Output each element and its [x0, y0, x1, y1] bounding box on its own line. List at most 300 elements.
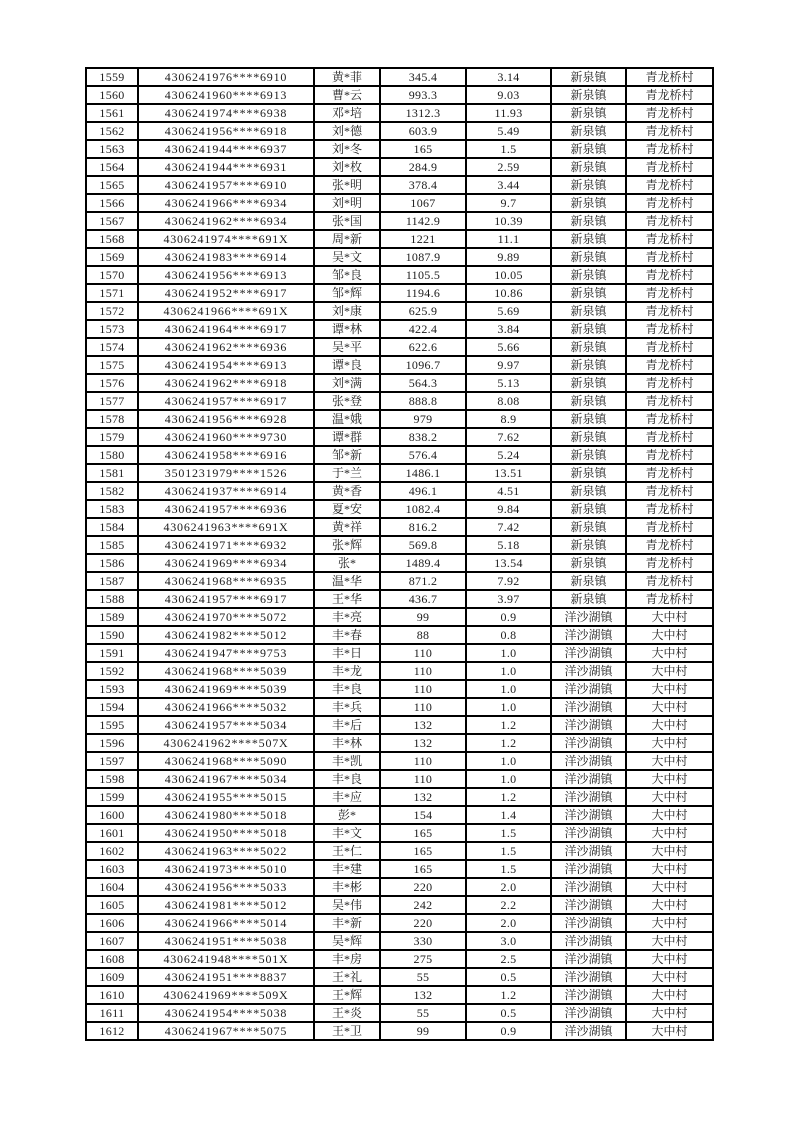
town-cell: 洋沙湖镇	[551, 968, 626, 986]
village-cell: 青龙桥村	[626, 464, 713, 482]
name-cell: 张*国	[314, 212, 380, 230]
amount-cell: 55	[380, 968, 466, 986]
name-cell: 张*登	[314, 392, 380, 410]
village-cell: 青龙桥村	[626, 338, 713, 356]
town-cell: 新泉镇	[551, 68, 626, 86]
village-cell: 青龙桥村	[626, 392, 713, 410]
name-cell: 于*兰	[314, 464, 380, 482]
name-cell: 张*辉	[314, 536, 380, 554]
town-cell: 新泉镇	[551, 176, 626, 194]
amount-cell: 132	[380, 716, 466, 734]
town-cell: 新泉镇	[551, 464, 626, 482]
name-cell: 刘*康	[314, 302, 380, 320]
rate-cell: 1.2	[466, 986, 551, 1004]
village-cell: 青龙桥村	[626, 590, 713, 608]
name-cell: 王*炎	[314, 1004, 380, 1022]
village-cell: 青龙桥村	[626, 194, 713, 212]
name-cell: 王*仁	[314, 842, 380, 860]
table-row	[86, 590, 713, 608]
table-row	[86, 194, 713, 212]
row-number-cell: 1571	[86, 284, 138, 302]
village-cell: 大中村	[626, 626, 713, 644]
rate-cell: 1.5	[466, 824, 551, 842]
row-number-cell: 1602	[86, 842, 138, 860]
id-number-cell: 4306241966****5014	[138, 914, 314, 932]
village-cell: 青龙桥村	[626, 212, 713, 230]
id-number-cell: 4306241956****6913	[138, 266, 314, 284]
rate-cell: 3.44	[466, 176, 551, 194]
id-number-cell: 4306241963****5022	[138, 842, 314, 860]
name-cell: 周*新	[314, 230, 380, 248]
name-cell: 邹*良	[314, 266, 380, 284]
village-cell: 青龙桥村	[626, 230, 713, 248]
name-cell: 彭*	[314, 806, 380, 824]
amount-cell: 622.6	[380, 338, 466, 356]
id-number-cell: 4306241956****5033	[138, 878, 314, 896]
rate-cell: 9.03	[466, 86, 551, 104]
amount-cell: 1082.4	[380, 500, 466, 518]
table-row	[86, 428, 713, 446]
table-row	[86, 896, 713, 914]
amount-cell: 1221	[380, 230, 466, 248]
row-number-cell: 1565	[86, 176, 138, 194]
row-number-cell: 1599	[86, 788, 138, 806]
town-cell: 洋沙湖镇	[551, 914, 626, 932]
village-cell: 青龙桥村	[626, 284, 713, 302]
village-cell: 大中村	[626, 716, 713, 734]
table-row	[86, 914, 713, 932]
amount-cell: 838.2	[380, 428, 466, 446]
amount-cell: 1087.9	[380, 248, 466, 266]
name-cell: 丰*日	[314, 644, 380, 662]
town-cell: 洋沙湖镇	[551, 986, 626, 1004]
village-cell: 青龙桥村	[626, 176, 713, 194]
row-number-cell: 1568	[86, 230, 138, 248]
id-number-cell: 4306241962****507X	[138, 734, 314, 752]
village-cell: 青龙桥村	[626, 302, 713, 320]
table-row	[86, 788, 713, 806]
row-number-cell: 1594	[86, 698, 138, 716]
table-row	[86, 716, 713, 734]
name-cell: 刘*枚	[314, 158, 380, 176]
table-row	[86, 770, 713, 788]
name-cell: 黄*祥	[314, 518, 380, 536]
id-number-cell: 4306241966****5032	[138, 698, 314, 716]
rate-cell: 2.59	[466, 158, 551, 176]
table-row	[86, 500, 713, 518]
name-cell: 夏*安	[314, 500, 380, 518]
town-cell: 新泉镇	[551, 410, 626, 428]
table-row	[86, 302, 713, 320]
id-number-cell: 4306241958****6916	[138, 446, 314, 464]
table-row	[86, 662, 713, 680]
name-cell: 吴*平	[314, 338, 380, 356]
id-number-cell: 4306241974****691X	[138, 230, 314, 248]
id-number-cell: 4306241944****6931	[138, 158, 314, 176]
amount-cell: 1096.7	[380, 356, 466, 374]
town-cell: 新泉镇	[551, 446, 626, 464]
amount-cell: 816.2	[380, 518, 466, 536]
amount-cell: 345.4	[380, 68, 466, 86]
table-row	[86, 536, 713, 554]
beneficiary-table-body	[86, 68, 713, 1040]
amount-cell: 576.4	[380, 446, 466, 464]
table-row	[86, 878, 713, 896]
row-number-cell: 1606	[86, 914, 138, 932]
village-cell: 大中村	[626, 842, 713, 860]
id-number-cell: 4306241951****8837	[138, 968, 314, 986]
table-row	[86, 968, 713, 986]
row-number-cell: 1578	[86, 410, 138, 428]
rate-cell: 8.08	[466, 392, 551, 410]
amount-cell: 110	[380, 662, 466, 680]
id-number-cell: 4306241962****6934	[138, 212, 314, 230]
amount-cell: 275	[380, 950, 466, 968]
village-cell: 大中村	[626, 608, 713, 626]
row-number-cell: 1598	[86, 770, 138, 788]
name-cell: 曹*云	[314, 86, 380, 104]
row-number-cell: 1581	[86, 464, 138, 482]
town-cell: 洋沙湖镇	[551, 950, 626, 968]
name-cell: 王*辉	[314, 986, 380, 1004]
village-cell: 大中村	[626, 806, 713, 824]
rate-cell: 10.39	[466, 212, 551, 230]
town-cell: 洋沙湖镇	[551, 806, 626, 824]
id-number-cell: 4306241980****5018	[138, 806, 314, 824]
amount-cell: 165	[380, 842, 466, 860]
rate-cell: 2.0	[466, 878, 551, 896]
row-number-cell: 1577	[86, 392, 138, 410]
village-cell: 大中村	[626, 824, 713, 842]
rate-cell: 1.5	[466, 140, 551, 158]
village-cell: 大中村	[626, 1004, 713, 1022]
amount-cell: 132	[380, 788, 466, 806]
table-row	[86, 230, 713, 248]
row-number-cell: 1586	[86, 554, 138, 572]
town-cell: 洋沙湖镇	[551, 626, 626, 644]
id-number-cell: 4306241976****6910	[138, 68, 314, 86]
id-number-cell: 4306241952****6917	[138, 284, 314, 302]
table-row	[86, 266, 713, 284]
town-cell: 洋沙湖镇	[551, 698, 626, 716]
row-number-cell: 1575	[86, 356, 138, 374]
amount-cell: 99	[380, 1022, 466, 1040]
id-number-cell: 4306241957****6936	[138, 500, 314, 518]
town-cell: 洋沙湖镇	[551, 896, 626, 914]
town-cell: 新泉镇	[551, 482, 626, 500]
name-cell: 丰*良	[314, 680, 380, 698]
village-cell: 青龙桥村	[626, 554, 713, 572]
town-cell: 新泉镇	[551, 356, 626, 374]
rate-cell: 0.5	[466, 1004, 551, 1022]
rate-cell: 1.4	[466, 806, 551, 824]
row-number-cell: 1579	[86, 428, 138, 446]
town-cell: 洋沙湖镇	[551, 608, 626, 626]
id-number-cell: 4306241963****691X	[138, 518, 314, 536]
name-cell: 丰*应	[314, 788, 380, 806]
town-cell: 新泉镇	[551, 302, 626, 320]
amount-cell: 496.1	[380, 482, 466, 500]
table-row	[86, 212, 713, 230]
table-row	[86, 140, 713, 158]
rate-cell: 5.49	[466, 122, 551, 140]
amount-cell: 99	[380, 608, 466, 626]
amount-cell: 436.7	[380, 590, 466, 608]
name-cell: 黄*菲	[314, 68, 380, 86]
town-cell: 洋沙湖镇	[551, 662, 626, 680]
village-cell: 青龙桥村	[626, 158, 713, 176]
row-number-cell: 1564	[86, 158, 138, 176]
row-number-cell: 1584	[86, 518, 138, 536]
town-cell: 洋沙湖镇	[551, 644, 626, 662]
id-number-cell: 4306241967****5075	[138, 1022, 314, 1040]
rate-cell: 5.18	[466, 536, 551, 554]
town-cell: 新泉镇	[551, 158, 626, 176]
amount-cell: 110	[380, 752, 466, 770]
id-number-cell: 4306241969****509X	[138, 986, 314, 1004]
table-row	[86, 122, 713, 140]
row-number-cell: 1610	[86, 986, 138, 1004]
village-cell: 大中村	[626, 878, 713, 896]
rate-cell: 1.2	[466, 788, 551, 806]
amount-cell: 1105.5	[380, 266, 466, 284]
amount-cell: 110	[380, 644, 466, 662]
id-number-cell: 4306241947****9753	[138, 644, 314, 662]
row-number-cell: 1576	[86, 374, 138, 392]
village-cell: 大中村	[626, 896, 713, 914]
village-cell: 大中村	[626, 1022, 713, 1040]
rate-cell: 7.42	[466, 518, 551, 536]
town-cell: 洋沙湖镇	[551, 824, 626, 842]
village-cell: 青龙桥村	[626, 122, 713, 140]
rate-cell: 1.0	[466, 770, 551, 788]
town-cell: 新泉镇	[551, 518, 626, 536]
amount-cell: 1067	[380, 194, 466, 212]
town-cell: 洋沙湖镇	[551, 770, 626, 788]
rate-cell: 3.14	[466, 68, 551, 86]
name-cell: 丰*龙	[314, 662, 380, 680]
id-number-cell: 4306241982****5012	[138, 626, 314, 644]
name-cell: 吴*伟	[314, 896, 380, 914]
id-number-cell: 4306241970****5072	[138, 608, 314, 626]
amount-cell: 330	[380, 932, 466, 950]
id-number-cell: 4306241968****5039	[138, 662, 314, 680]
village-cell: 大中村	[626, 680, 713, 698]
name-cell: 王*华	[314, 590, 380, 608]
town-cell: 新泉镇	[551, 140, 626, 158]
id-number-cell: 4306241966****6934	[138, 194, 314, 212]
town-cell: 新泉镇	[551, 536, 626, 554]
amount-cell: 55	[380, 1004, 466, 1022]
village-cell: 大中村	[626, 860, 713, 878]
village-cell: 青龙桥村	[626, 572, 713, 590]
name-cell: 吴*文	[314, 248, 380, 266]
table-row	[86, 464, 713, 482]
town-cell: 新泉镇	[551, 104, 626, 122]
table-row	[86, 518, 713, 536]
row-number-cell: 1582	[86, 482, 138, 500]
id-number-cell: 4306241968****5090	[138, 752, 314, 770]
id-number-cell: 4306241955****5015	[138, 788, 314, 806]
table-row	[86, 320, 713, 338]
rate-cell: 2.2	[466, 896, 551, 914]
amount-cell: 165	[380, 140, 466, 158]
amount-cell: 242	[380, 896, 466, 914]
village-cell: 大中村	[626, 734, 713, 752]
rate-cell: 11.1	[466, 230, 551, 248]
table-row	[86, 374, 713, 392]
name-cell: 温*华	[314, 572, 380, 590]
row-number-cell: 1566	[86, 194, 138, 212]
table-row	[86, 950, 713, 968]
table-row	[86, 842, 713, 860]
rate-cell: 10.05	[466, 266, 551, 284]
row-number-cell: 1608	[86, 950, 138, 968]
town-cell: 洋沙湖镇	[551, 680, 626, 698]
table-row	[86, 68, 713, 86]
name-cell: 刘*满	[314, 374, 380, 392]
id-number-cell: 4306241973****5010	[138, 860, 314, 878]
amount-cell: 1142.9	[380, 212, 466, 230]
town-cell: 洋沙湖镇	[551, 1022, 626, 1040]
row-number-cell: 1561	[86, 104, 138, 122]
row-number-cell: 1591	[86, 644, 138, 662]
amount-cell: 979	[380, 410, 466, 428]
village-cell: 青龙桥村	[626, 428, 713, 446]
village-cell: 大中村	[626, 986, 713, 1004]
rate-cell: 8.9	[466, 410, 551, 428]
village-cell: 青龙桥村	[626, 248, 713, 266]
amount-cell: 284.9	[380, 158, 466, 176]
table-row	[86, 104, 713, 122]
row-number-cell: 1607	[86, 932, 138, 950]
amount-cell: 422.4	[380, 320, 466, 338]
name-cell: 丰*亮	[314, 608, 380, 626]
town-cell: 新泉镇	[551, 212, 626, 230]
id-number-cell: 4306241967****5034	[138, 770, 314, 788]
town-cell: 新泉镇	[551, 374, 626, 392]
amount-cell: 378.4	[380, 176, 466, 194]
row-number-cell: 1583	[86, 500, 138, 518]
row-number-cell: 1612	[86, 1022, 138, 1040]
table-row	[86, 392, 713, 410]
name-cell: 丰*良	[314, 770, 380, 788]
town-cell: 新泉镇	[551, 500, 626, 518]
town-cell: 新泉镇	[551, 572, 626, 590]
village-cell: 大中村	[626, 950, 713, 968]
rate-cell: 11.93	[466, 104, 551, 122]
table-row	[86, 734, 713, 752]
rate-cell: 5.13	[466, 374, 551, 392]
id-number-cell: 4306241962****6936	[138, 338, 314, 356]
town-cell: 新泉镇	[551, 266, 626, 284]
town-cell: 新泉镇	[551, 590, 626, 608]
table-row	[86, 356, 713, 374]
rate-cell: 5.69	[466, 302, 551, 320]
row-number-cell: 1560	[86, 86, 138, 104]
town-cell: 新泉镇	[551, 428, 626, 446]
table-row	[86, 932, 713, 950]
town-cell: 新泉镇	[551, 248, 626, 266]
village-cell: 大中村	[626, 644, 713, 662]
amount-cell: 871.2	[380, 572, 466, 590]
town-cell: 洋沙湖镇	[551, 842, 626, 860]
amount-cell: 132	[380, 986, 466, 1004]
village-cell: 大中村	[626, 662, 713, 680]
amount-cell: 165	[380, 824, 466, 842]
row-number-cell: 1573	[86, 320, 138, 338]
rate-cell: 5.66	[466, 338, 551, 356]
rate-cell: 2.0	[466, 914, 551, 932]
rate-cell: 9.7	[466, 194, 551, 212]
amount-cell: 154	[380, 806, 466, 824]
village-cell: 青龙桥村	[626, 518, 713, 536]
name-cell: 谭*群	[314, 428, 380, 446]
table-row	[86, 1022, 713, 1040]
name-cell: 邓*培	[314, 104, 380, 122]
village-cell: 大中村	[626, 770, 713, 788]
town-cell: 新泉镇	[551, 284, 626, 302]
town-cell: 洋沙湖镇	[551, 932, 626, 950]
name-cell: 丰*建	[314, 860, 380, 878]
table-row	[86, 554, 713, 572]
id-number-cell: 4306241983****6914	[138, 248, 314, 266]
village-cell: 大中村	[626, 788, 713, 806]
amount-cell: 110	[380, 770, 466, 788]
name-cell: 丰*房	[314, 950, 380, 968]
village-cell: 大中村	[626, 914, 713, 932]
id-number-cell: 4306241957****5034	[138, 716, 314, 734]
table-row	[86, 698, 713, 716]
village-cell: 大中村	[626, 968, 713, 986]
village-cell: 青龙桥村	[626, 320, 713, 338]
id-number-cell: 4306241951****5038	[138, 932, 314, 950]
amount-cell: 88	[380, 626, 466, 644]
village-cell: 青龙桥村	[626, 140, 713, 158]
amount-cell: 132	[380, 734, 466, 752]
id-number-cell: 4306241960****9730	[138, 428, 314, 446]
amount-cell: 1194.6	[380, 284, 466, 302]
rate-cell: 1.0	[466, 680, 551, 698]
row-number-cell: 1589	[86, 608, 138, 626]
beneficiary-table	[85, 67, 714, 1041]
amount-cell: 625.9	[380, 302, 466, 320]
table-row	[86, 1004, 713, 1022]
town-cell: 新泉镇	[551, 392, 626, 410]
name-cell: 邹*新	[314, 446, 380, 464]
row-number-cell: 1569	[86, 248, 138, 266]
village-cell: 青龙桥村	[626, 86, 713, 104]
rate-cell: 0.9	[466, 1022, 551, 1040]
id-number-cell: 4306241956****6918	[138, 122, 314, 140]
town-cell: 新泉镇	[551, 230, 626, 248]
village-cell: 青龙桥村	[626, 410, 713, 428]
town-cell: 新泉镇	[551, 338, 626, 356]
rate-cell: 7.92	[466, 572, 551, 590]
row-number-cell: 1559	[86, 68, 138, 86]
id-number-cell: 4306241969****5039	[138, 680, 314, 698]
rate-cell: 13.51	[466, 464, 551, 482]
table-row	[86, 482, 713, 500]
table-row	[86, 986, 713, 1004]
id-number-cell: 4306241957****6917	[138, 392, 314, 410]
row-number-cell: 1592	[86, 662, 138, 680]
village-cell: 青龙桥村	[626, 266, 713, 284]
amount-cell: 220	[380, 878, 466, 896]
row-number-cell: 1574	[86, 338, 138, 356]
table-row	[86, 626, 713, 644]
amount-cell: 1312.3	[380, 104, 466, 122]
